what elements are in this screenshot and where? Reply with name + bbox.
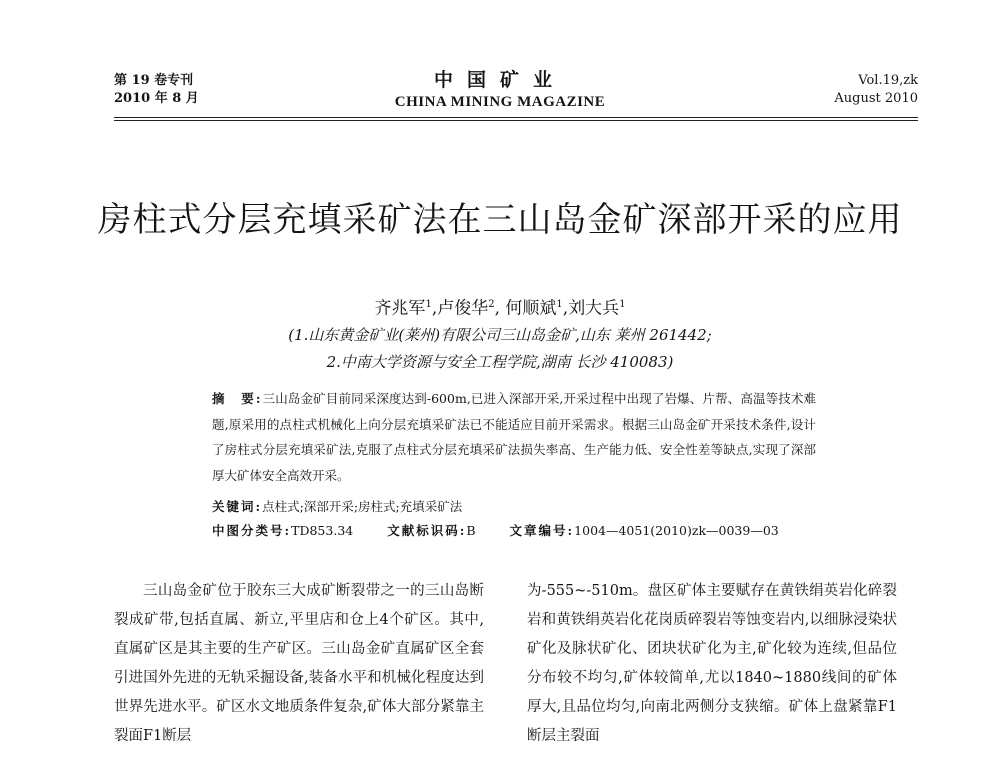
author-name: 刘大兵 (568, 298, 620, 319)
author-list: 齐兆军$^1$,卢俊华$^2$, 何顺斌$^1$,刘大兵$^1$ (374, 298, 626, 319)
header-rule-bottom (114, 120, 918, 121)
author-aff-mark: 1 (556, 299, 563, 310)
author-aff-mark: 1 (425, 299, 432, 310)
body-column-left (114, 577, 484, 751)
body-column-right (527, 577, 897, 751)
body-paragraph: 三山岛金矿位于胶东三大成矿断裂带之一的三山岛断裂成矿带,包括直属、新立,平里店和仓上4个矿区。其中,直属矿区是其主要的生产矿区。三山岛金矿直属矿区全套引进国外先进的无轨采掘设备,装备水平和机械化程度达到世界先进水平。矿区水文地质条件复杂,矿体大部分紧靠主裂面F1断层 (114, 583, 484, 744)
journal-name-cn: 中国矿业 (433, 69, 566, 91)
volume-cn: 第 19 卷专刊 (114, 73, 194, 88)
volume-en: Vol.19,zk (858, 73, 918, 88)
author-name: 齐兆军 (374, 298, 426, 319)
article-title: 房柱式分层充填采矿法在三山岛金矿深部开采的应用 (97, 200, 903, 240)
journal-name-en: CHINA MINING MAGAZINE (394, 94, 606, 110)
header-rule-top (114, 117, 918, 118)
keywords-label: 关键词: (212, 499, 263, 514)
date-cn: 2010 年 8 月 (114, 91, 199, 106)
keywords (212, 497, 462, 517)
author-name: 卢俊华 (437, 298, 489, 319)
author-name: 何顺斌 (505, 298, 557, 319)
clc-value: TD853.34 (291, 523, 354, 538)
running-header-right (834, 72, 918, 108)
doc-code-value: B (466, 523, 476, 538)
abstract-text: 三山岛金矿目前同采深度达到-600m,已进入深部开采,开采过程中出现了岩爆、片帮、高温等技术难题,原采用的点柱式机械化上向分层充填采矿法已不能适应目前开采需求。根据三山岛金矿开采技术条件,设计了房柱式分层充填采矿法,克服了点柱式分层充填采矿法损失率高、生产能力低、安全性差等缺点,实现了深部厚大矿体安全高效开采。 (212, 391, 816, 483)
author-aff-mark: 2 (488, 299, 495, 310)
abstract (212, 386, 816, 488)
article-no-label: 文章编号: (509, 523, 575, 538)
clc-label: 中图分类号: (212, 523, 292, 538)
doc-code-label: 文献标识码: (387, 523, 467, 538)
keywords-text: 点柱式;深部开采;房柱式;充填采矿法 (262, 499, 463, 514)
date-en: August 2010 (834, 91, 918, 106)
abstract-label: 摘 要: (212, 391, 263, 406)
body-paragraph: 为-555~-510m。盘区矿体主要赋存在黄铁绢英岩化碎裂岩和黄铁绢英岩化花岗质碎裂岩等蚀变岩内,以细脉浸染状矿化及脉状矿化、团块状矿化为主,矿化较为连续,但品位分布较不均匀,矿体较简单,尤以1840~1880线间的矿体厚大,且品位均匀,向南北两侧分支狭缩。矿体上盘紧靠F1断层主裂面 (527, 583, 897, 744)
classification-line (212, 521, 779, 541)
affiliation-2: 2.中南大学资源与安全工程学院,湖南 长沙 410083) (326, 353, 674, 371)
affiliation-1: (1.山东黄金矿业(莱州)有限公司三山岛金矿,山东 莱州 261442; (288, 326, 712, 344)
author-aff-mark: 1 (619, 299, 626, 310)
article-no-value: 1004—4051(2010)zk—0039—03 (574, 523, 779, 538)
